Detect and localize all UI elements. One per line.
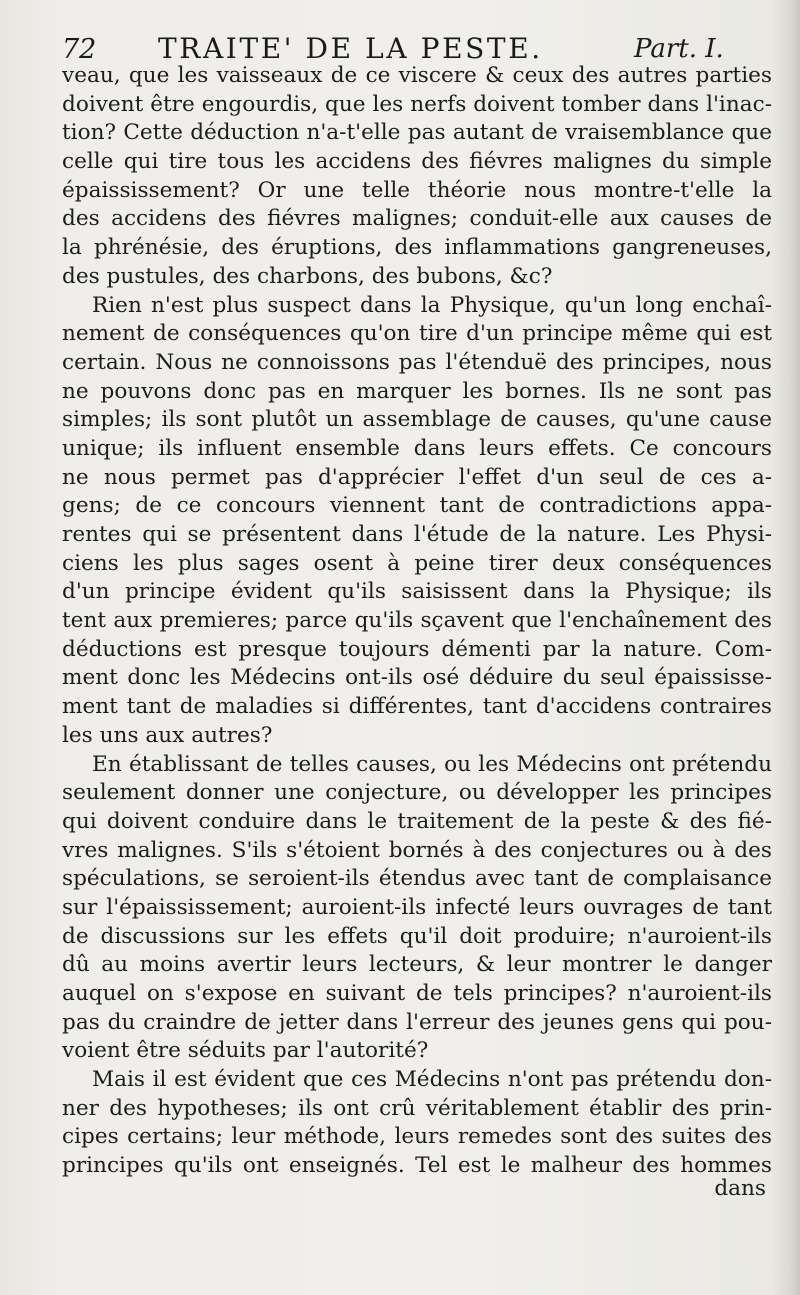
text-line: d'un principe évident qu'ils saisissent dans la Physique; ils — [62, 579, 772, 605]
page-gutter-shadow — [772, 0, 800, 1295]
text-line: vres malignes. S'ils s'étoient bornés à des conjectures ou à des — [62, 837, 772, 863]
paragraph-end-line: les uns aux autres? — [62, 722, 273, 748]
text-line: seulement donner une conjecture, ou développer les principes — [62, 780, 772, 806]
text-line: rentes qui se présentent dans l'étude de la nature. Les Physi- — [62, 522, 772, 547]
text-line: ment donc les Médecins ont-ils osé déduire du seul épaississe- — [62, 665, 772, 691]
text-line: ne nous permet pas d'apprécier l'effet d'un seul de ces a- — [62, 464, 772, 490]
text-line: la phrénésie, des éruptions, des inflammations gangreneuses, — [62, 235, 772, 261]
text-line: de discussions sur les effets qu'il doit produire; n'auroient-ils — [62, 923, 772, 949]
text-line: dû au moins avertir leurs lecteurs, & leur montrer le danger — [62, 952, 772, 978]
text-line: veau, que les vaisseaux de ce viscere & ceux des autres parties — [62, 63, 772, 88]
paragraph-end-line: des pustules, des charbons, des bubons, &c? — [62, 263, 553, 289]
text-line: principes qu'ils ont enseignés. Tel est le malheur des hommes — [62, 1153, 772, 1179]
paragraph-end-line: voient être séduits par l'autorité? — [62, 1038, 429, 1064]
text-line: ment tant de maladies si différentes, tant d'accidens contraires — [62, 694, 772, 720]
text-line: ne pouvons donc pas en marquer les bornes. Ils ne sont pas — [62, 378, 772, 404]
text-line: spéculations, se seroient-ils étendus avec tant de complaisance — [62, 866, 772, 892]
text-line: gens; de ce concours viennent tant de contradictions appa- — [62, 493, 772, 519]
body-text — [62, 62, 772, 1181]
paragraph-start-line: Rien n'est plus suspect dans la Physique, qu'un long enchaî- — [92, 292, 772, 318]
paragraph-start-line: En établissant de telles causes, ou les Médecins ont prétendu — [92, 751, 772, 777]
page-number: 72 — [62, 34, 97, 65]
text-line: auquel on s'expose en suivant de tels principes? n'auroient-ils — [62, 981, 772, 1006]
text-line: celle qui tire tous les accidens des fiévres malignes du simple — [62, 149, 772, 175]
text-line: tion? Cette déduction n'a-t'elle pas autant de vraisemblance que — [62, 120, 772, 146]
text-line: des accidens des fiévres malignes; conduit-elle aux causes de — [62, 206, 772, 232]
text-line: cipes certains; leur méthode, leurs remedes sont des suites des — [62, 1124, 772, 1150]
text-line: doivent être engourdis, que les nerfs doivent tomber dans l'inac- — [62, 91, 772, 117]
text-line: nement de conséquences qu'on tire d'un principe même qui est — [62, 321, 772, 347]
text-line: simples; ils sont plutôt un assemblage de causes, qu'une cause — [62, 407, 772, 433]
text-line: épaississement? Or une telle théorie nous montre-t'elle la — [62, 177, 772, 203]
running-head-part: Part. I. — [634, 34, 724, 64]
running-head-title: TRAITE' DE LA PESTE. — [158, 32, 543, 65]
paragraph-start-line: Mais il est évident que ces Médecins n'ont pas prétendu don- — [92, 1067, 772, 1093]
text-line: ciens les plus sages osent à peine tirer deux conséquences — [62, 550, 772, 576]
text-line: sur l'épaississement; auroient-ils infecté leurs ouvrages de tant — [62, 894, 772, 920]
text-line: ner des hypotheses; ils ont crû véritablement établir des prin- — [62, 1095, 772, 1121]
text-line: déductions est presque toujours démenti par la nature. Com- — [62, 636, 772, 662]
catchword: dans — [714, 1176, 766, 1201]
text-line: tent aux premieres; parce qu'ils sçavent que l'enchaînement des — [62, 608, 772, 634]
text-line: pas du craindre de jetter dans l'erreur des jeunes gens qui pou- — [62, 1009, 772, 1035]
text-line: qui doivent conduire dans le traitement de la peste & des fié- — [62, 808, 772, 834]
text-line: certain. Nous ne connoissons pas l'étenduë des principes, nous — [62, 349, 772, 375]
text-line: unique; ils influent ensemble dans leurs effets. Ce concours — [62, 435, 772, 461]
